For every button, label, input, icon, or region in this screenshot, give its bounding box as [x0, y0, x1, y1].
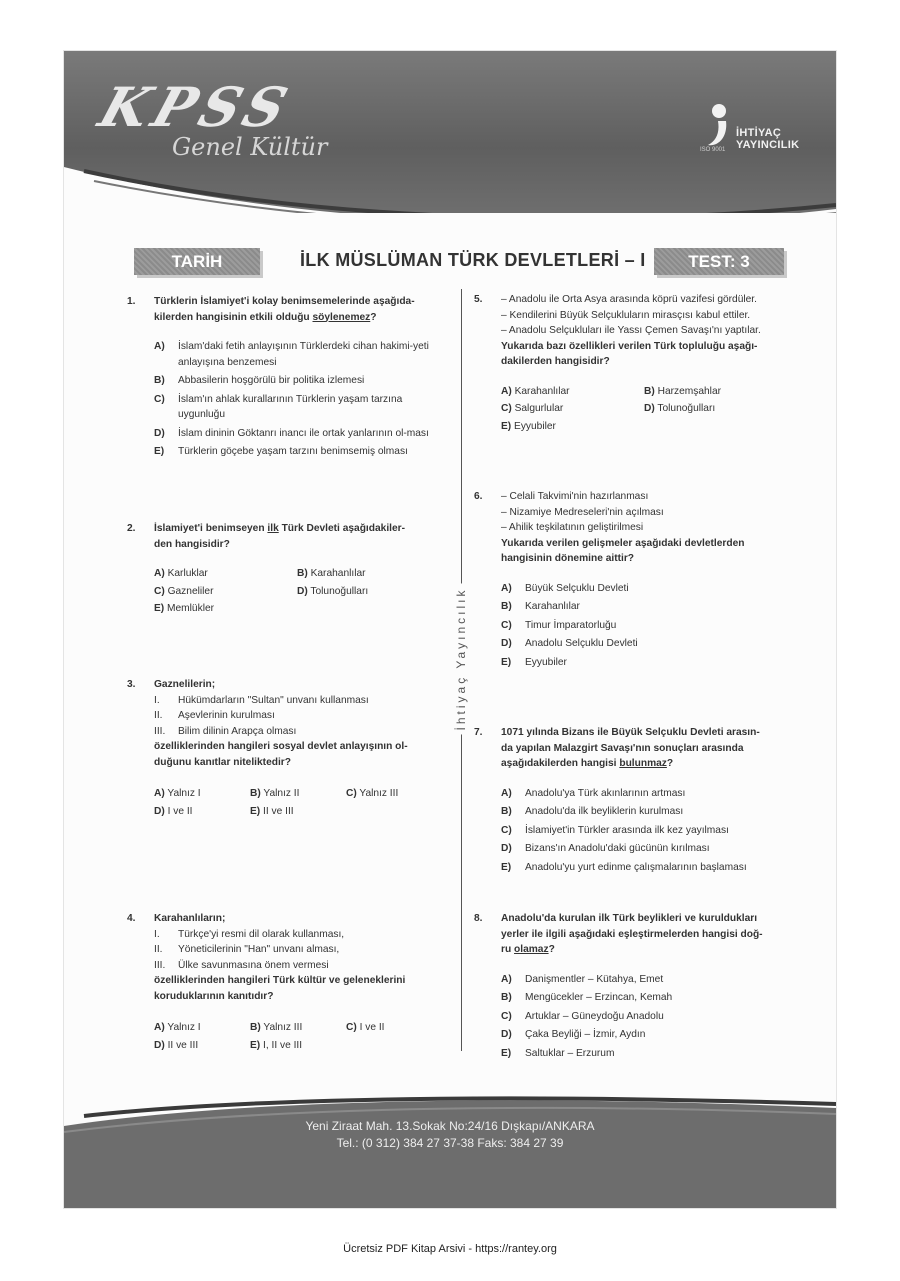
question-stem [154, 294, 444, 325]
option-a[interactable] [154, 786, 250, 802]
publisher-name [736, 127, 799, 151]
option-a[interactable] [154, 1020, 250, 1036]
option-list [501, 786, 796, 876]
statement-text: Türkçe'yi resmi dil olarak kullanması, [178, 928, 345, 940]
logo-main: KPSS [91, 75, 301, 139]
option-text: Anadolu'ya Türk akınlarının artması [525, 787, 686, 799]
option-key: D) [501, 843, 512, 854]
option-c[interactable] [501, 823, 796, 839]
option-text: Yalnız II [263, 788, 300, 799]
statement-label: III. [154, 725, 166, 737]
option-text: Salgurlular [514, 403, 564, 414]
option-key: C) [154, 585, 165, 597]
option-e[interactable] [250, 804, 346, 820]
stem-underline: ilk [267, 523, 279, 534]
option-a[interactable] [501, 786, 796, 802]
question-intro: Gaznelilerin; [154, 679, 216, 690]
question-6 [474, 489, 796, 673]
option-grid [501, 384, 796, 435]
stem-underline: olamaz [514, 944, 549, 955]
option-key: C) [346, 788, 357, 799]
option-key: B) [250, 1022, 261, 1033]
option-list [154, 339, 444, 460]
option-text: Karahanlılar [310, 568, 366, 579]
question-instruction [501, 536, 796, 567]
stem-part: Anadolu'da kurulan ilk Türk beylikleri ve kuruldukları [501, 913, 758, 924]
option-key: A) [501, 385, 512, 397]
header-wave [64, 161, 836, 213]
statement-label: I. [154, 928, 160, 940]
statement-text: Bilim dilinin Arapça olması [178, 725, 297, 737]
option-key: E) [250, 1039, 261, 1051]
option-key: B) [501, 806, 512, 817]
question-instruction [154, 973, 444, 1004]
option-d[interactable] [154, 426, 444, 442]
option-key: C) [501, 1010, 512, 1022]
option-key: E) [154, 603, 165, 614]
question-3 [127, 677, 444, 819]
option-key: E) [501, 861, 512, 873]
option-key: C) [154, 393, 165, 405]
statement-item [154, 724, 444, 740]
question-stem [501, 725, 796, 772]
option-text: İslam'ın ahlak kurallarının Türklerin yaşam tarzına uygunluğu [178, 393, 403, 420]
footer-address: Yeni Ziraat Mah. 13.Sokak No:24/16 Dışkapı/ANKARA [305, 1119, 595, 1133]
stem-part: ? [548, 944, 555, 955]
statement-label: II. [154, 710, 163, 721]
question-instruction [501, 339, 796, 370]
option-b[interactable] [501, 804, 796, 820]
option-c[interactable] [154, 584, 297, 600]
stem-part: aşağıdakilerden hangisi [501, 758, 620, 769]
question-4 [127, 911, 444, 1053]
stem-part: İslamiyet'i benimseyen [154, 523, 268, 534]
option-b[interactable] [154, 373, 444, 389]
subject-tab: TARİH [134, 248, 260, 275]
option-text: II ve III [263, 805, 294, 817]
option-key: A) [154, 568, 165, 579]
option-text: I, II ve III [263, 1039, 303, 1051]
option-e[interactable] [501, 655, 796, 671]
iso-mark: ISO 9001 [700, 147, 726, 153]
option-c[interactable] [501, 401, 644, 417]
option-c[interactable] [346, 786, 442, 802]
option-grid [154, 1020, 444, 1053]
option-text: İslam'daki fetih anlayışının Türklerdeki cihan hakimi-yeti anlayışına benzemesi [178, 341, 429, 368]
option-c[interactable] [501, 1009, 796, 1025]
fact-line: – Nizamiye Medreseleri'nin açılması [501, 506, 664, 518]
option-c[interactable] [501, 618, 796, 634]
stem-part: 1071 yılında Bizans ile Büyük Selçuklu Devleti arasın- [501, 727, 760, 738]
question-8 [474, 911, 796, 1064]
option-text: Tolunoğulları [657, 403, 716, 414]
instr-part: Yukarıda verilen gelişmeler aşağıdaki devletlerden [501, 537, 745, 549]
fact-line: – Kendilerini Büyük Selçukluların mirasçısı kabul ettiler. [501, 309, 751, 321]
option-e[interactable] [154, 601, 297, 617]
question-number: 6. [474, 491, 483, 502]
option-a[interactable] [154, 339, 444, 370]
fact-line: – Anadolu ile Orta Asya arasında köprü vazifesi gördüler. [501, 294, 757, 305]
instr-part: duğunu kanıtlar niteliktedir? [154, 756, 291, 768]
question-instruction [154, 739, 444, 770]
statement-list [154, 693, 444, 740]
option-key: E) [501, 420, 512, 432]
statement-text: Aşevlerinin kurulması [178, 710, 275, 721]
option-key: B) [644, 385, 655, 397]
instr-part: dakilerden hangisidir? [501, 356, 610, 367]
statement-item [154, 708, 444, 724]
option-key: B) [154, 375, 165, 386]
option-e[interactable] [501, 1046, 796, 1062]
fact-line: – Anadolu Selçukluları ile Yassı Çemen Savaşı'nı yaptılar. [501, 325, 761, 336]
option-key: D) [644, 403, 655, 414]
stem-underline: söylenemez [312, 311, 371, 323]
option-text: Karluklar [167, 568, 208, 579]
stem-part: kilerden hangisinin etkili olduğu [154, 311, 313, 323]
instr-part: hangisinin dönemine aittir? [501, 553, 635, 564]
option-key: E) [154, 446, 165, 457]
option-text: Eyyubiler [525, 656, 567, 668]
question-number: 4. [127, 913, 136, 924]
option-key: D) [501, 1029, 512, 1040]
publisher-line2: YAYINCILIK [736, 139, 800, 151]
option-d[interactable] [297, 584, 440, 600]
fact-line: – Celali Takvimi'nin hazırlanması [501, 491, 649, 502]
option-text: Harzemşahlar [657, 385, 722, 397]
option-e[interactable] [154, 444, 444, 460]
option-text: Yalnız I [167, 1022, 201, 1033]
statement-item [154, 693, 444, 709]
option-text: Yalnız III [359, 788, 399, 799]
stem-part: yerler ile ilgili aşağıdaki eşleştirmelerden hangisi doğ- [501, 928, 763, 940]
option-b[interactable] [501, 599, 796, 615]
option-key: E) [250, 805, 261, 817]
kpss-logo [91, 75, 328, 161]
stem-part: ? [370, 311, 377, 323]
option-key: B) [501, 992, 512, 1003]
stem-part: Türk Devleti aşağıdakiler- [278, 523, 405, 534]
option-text: Abbasilerin hoşgörülü bir politika izlemesi [178, 375, 365, 386]
option-b[interactable] [297, 566, 440, 582]
statement-text: Hükümdarların "Sultan" unvanı kullanması [178, 694, 369, 706]
option-key: A) [154, 788, 165, 799]
option-key: D) [501, 638, 512, 649]
option-c[interactable] [346, 1020, 442, 1036]
statement-item [154, 958, 444, 974]
option-list [501, 972, 796, 1062]
question-number: 2. [127, 523, 136, 534]
option-key: A) [154, 1022, 165, 1033]
option-key: B) [501, 601, 512, 612]
option-key: B) [250, 788, 261, 799]
option-a[interactable] [501, 972, 796, 988]
stem-underline: bulunmaz [619, 758, 667, 769]
option-text: I ve II [167, 805, 193, 817]
option-text: Mengücekler – Erzincan, Kemah [525, 992, 673, 1003]
option-key: A) [501, 973, 512, 985]
question-number: 8. [474, 913, 483, 924]
option-text: Saltuklar – Erzurum [525, 1047, 615, 1059]
question-5 [474, 292, 796, 434]
option-key: B) [297, 568, 308, 579]
option-text: İslam dininin Göktanrı inancı ile ortak yanlarının ol-ması [178, 427, 429, 439]
option-d[interactable] [644, 401, 787, 417]
header-banner [64, 51, 836, 213]
stem-part: ? [666, 758, 674, 769]
option-key: D) [154, 427, 165, 439]
option-text: I ve II [359, 1022, 385, 1033]
statement-label: I. [154, 694, 160, 706]
option-key: A) [501, 787, 512, 799]
option-d[interactable] [501, 1027, 796, 1043]
instr-part: özelliklerinden hangileri Türk kültür ve geleneklerini [154, 975, 406, 986]
publisher-logo-icon [704, 103, 734, 149]
option-e[interactable] [501, 419, 644, 435]
option-d[interactable] [501, 636, 796, 652]
option-text: Büyük Selçuklu Devleti [525, 582, 629, 594]
option-text: Anadolu'da ilk beyliklerin kurulması [525, 806, 684, 817]
option-a[interactable] [501, 581, 796, 597]
option-text: Timur İmparatorluğu [525, 619, 617, 631]
option-key: D) [297, 585, 308, 597]
option-text: Karahanlılar [525, 601, 580, 612]
option-key: C) [501, 403, 512, 414]
option-text: Yalnız III [263, 1022, 303, 1033]
option-text: Anadolu'yu yurt edinme çalışmalarının başlaması [525, 861, 747, 873]
stem-part: den hangisidir? [154, 538, 230, 550]
option-text: Türklerin göçebe yaşam tarzını benimsemiş olması [178, 446, 408, 457]
option-d[interactable] [501, 841, 796, 857]
statement-item [154, 927, 444, 943]
statement-text: Yöneticilerinin "Han" unvanı alması, [178, 944, 340, 955]
option-text: Eyyubiler [514, 420, 556, 432]
option-key: E) [501, 1047, 512, 1059]
question-intro: Karahanlıların; [154, 913, 226, 924]
option-key: A) [154, 341, 165, 352]
option-d[interactable] [154, 804, 250, 820]
instr-part: Yukarıda bazı özellikleri verilen Türk topluluğu aşağı- [501, 340, 758, 352]
option-text: Karahanlılar [514, 385, 570, 397]
option-text: İslamiyet'in Türkler arasında ilk kez yayılması [525, 824, 729, 836]
option-grid [154, 786, 444, 819]
footer-banner [64, 1096, 836, 1208]
statement-label: II. [154, 944, 163, 955]
option-a[interactable] [501, 384, 644, 400]
instr-part: koruduklarının kanıtıdır? [154, 990, 274, 1002]
option-key: C) [501, 824, 512, 836]
option-text: Artuklar – Güneydoğu Anadolu [525, 1010, 664, 1022]
option-key: C) [501, 619, 512, 631]
option-b[interactable] [501, 990, 796, 1006]
side-label: İhtiyaç Yayıncılık [454, 584, 468, 735]
statement-text: Ülke savunmasına önem vermesi [178, 959, 329, 971]
stem-part: da yapılan Malazgirt Savaşı'nın sonuçları arasında [501, 742, 744, 754]
logo-sub: Genel Kültür [172, 133, 328, 161]
option-list [501, 581, 796, 671]
option-key: E) [501, 656, 512, 668]
statement-item [154, 942, 444, 958]
option-key: D) [154, 805, 165, 817]
option-e[interactable] [501, 860, 796, 876]
option-text: Memlükler [167, 603, 215, 614]
question-stem [501, 911, 796, 958]
option-key: D) [154, 1039, 165, 1051]
option-c[interactable] [154, 392, 444, 423]
question-1 [127, 294, 444, 463]
option-e[interactable] [250, 1038, 346, 1054]
option-text: Tolunoğulları [310, 585, 369, 597]
option-b[interactable] [250, 786, 346, 802]
stem-part: ru [501, 944, 515, 955]
option-a[interactable] [154, 566, 297, 582]
question-stem [154, 521, 444, 552]
question-number: 5. [474, 294, 483, 305]
fact-line: – Ahilik teşkilatının geliştirilmesi [501, 522, 644, 533]
page-title: İLK MÜSLÜMAN TÜRK DEVLETLERİ – I [300, 250, 646, 270]
document-page [63, 50, 837, 1209]
option-b[interactable] [644, 384, 787, 400]
option-grid [154, 566, 444, 617]
option-key: C) [346, 1022, 357, 1033]
question-2 [127, 521, 444, 617]
question-number: 3. [127, 679, 136, 690]
option-text: II ve III [167, 1039, 199, 1051]
instr-part: özelliklerinden hangileri sosyal devlet anlayışının ol- [154, 741, 408, 752]
question-number: 1. [127, 296, 136, 307]
question-number: 7. [474, 727, 483, 738]
statement-label: III. [154, 959, 166, 971]
publisher-line1: İHTİYAÇ [736, 127, 782, 139]
option-d[interactable] [154, 1038, 250, 1054]
stem-part: Türklerin İslamiyet'i kolay benimsemelerinde aşağıda- [154, 296, 415, 307]
option-text: Gazneliler [167, 585, 214, 597]
credit-line: Ücretsiz PDF Kitap Arsivi - https://rantey.org [343, 1243, 557, 1255]
option-text: Çaka Beyliği – İzmir, Aydın [525, 1029, 646, 1040]
option-text: Yalnız I [167, 788, 201, 799]
option-text: Bizans'ın Anadolu'daki gücünün kırılması [525, 843, 710, 854]
option-key: A) [501, 582, 512, 594]
statement-list [154, 927, 444, 974]
option-text: Danişmentler – Kütahya, Emet [525, 973, 664, 985]
footer-phone: Tel.: (0 312) 384 27 37-38 Faks: 384 27 39 [336, 1136, 564, 1150]
question-7 [474, 725, 796, 878]
test-tab: TEST: 3 [654, 248, 784, 275]
option-b[interactable] [250, 1020, 346, 1036]
option-text: Anadolu Selçuklu Devleti [525, 638, 638, 649]
